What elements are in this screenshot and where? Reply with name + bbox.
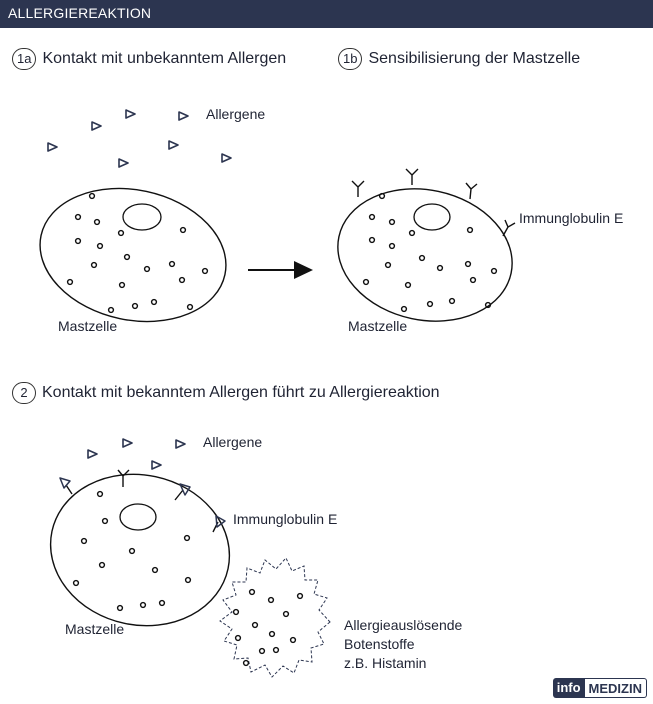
mediators-label <box>344 616 462 673</box>
arrow-right-icon <box>248 261 313 279</box>
mediators-line-2: Botenstoffe <box>344 636 415 652</box>
allergens-group-1a <box>48 110 231 167</box>
page-title: ALLERGIEREAKTION <box>8 5 152 21</box>
brand-logo-part-1: info <box>553 678 585 698</box>
allergens-label-1a: Allergene <box>206 106 266 122</box>
allergen-icon <box>119 159 128 167</box>
mast-cell-2 <box>36 458 243 642</box>
step-number-badge: 2 <box>12 382 36 404</box>
allergen-icon <box>169 141 178 149</box>
allergen-icon <box>126 110 135 118</box>
allergen-icon <box>179 112 188 120</box>
mast-cell-1b <box>325 173 524 337</box>
mast-cell-label-1b: Mastzelle <box>348 318 408 334</box>
bound-immunoglobulin-2 <box>60 470 225 532</box>
brand-logo-part-2: MEDIZIN <box>585 678 647 698</box>
nucleus <box>123 204 161 230</box>
allergen-icon <box>152 461 161 469</box>
step-number-badge: 1b <box>338 48 362 70</box>
mast-cell-1a <box>28 172 239 338</box>
mast-cell-label-2: Mastzelle <box>65 621 125 637</box>
allergen-icon <box>88 450 97 458</box>
step-1a-text: Kontakt mit unbekanntem Allergen <box>42 50 287 67</box>
immunoglobulin-receptors-1b <box>352 169 515 236</box>
allergen-icon <box>92 122 101 130</box>
histamine-burst <box>220 558 330 677</box>
nucleus <box>120 504 156 530</box>
nucleus <box>414 204 450 230</box>
step-number-badge: 1a <box>12 48 36 70</box>
immunoglobulin-label-2: Immunglobulin E <box>233 511 338 527</box>
mediators-line-3: z.B. Histamin <box>344 655 427 671</box>
step-2-text: Kontakt mit bekanntem Allergen führt zu Allergiereaktion <box>42 384 440 401</box>
step-1b-text: Sensibilisierung der Mastzelle <box>368 50 581 67</box>
allergen-icon <box>123 439 132 447</box>
immunoglobulin-label-1b: Immunglobulin E <box>519 210 624 226</box>
allergen-icon <box>48 143 57 151</box>
mast-cell-label-1a: Mastzelle <box>58 318 118 334</box>
allergens-group-2 <box>88 439 185 469</box>
brand-logo <box>553 678 647 698</box>
mediators-line-1: Allergieauslösende <box>344 617 463 633</box>
allergen-icon <box>176 440 185 448</box>
allergen-icon <box>222 154 231 162</box>
allergens-label-2: Allergene <box>203 434 263 450</box>
